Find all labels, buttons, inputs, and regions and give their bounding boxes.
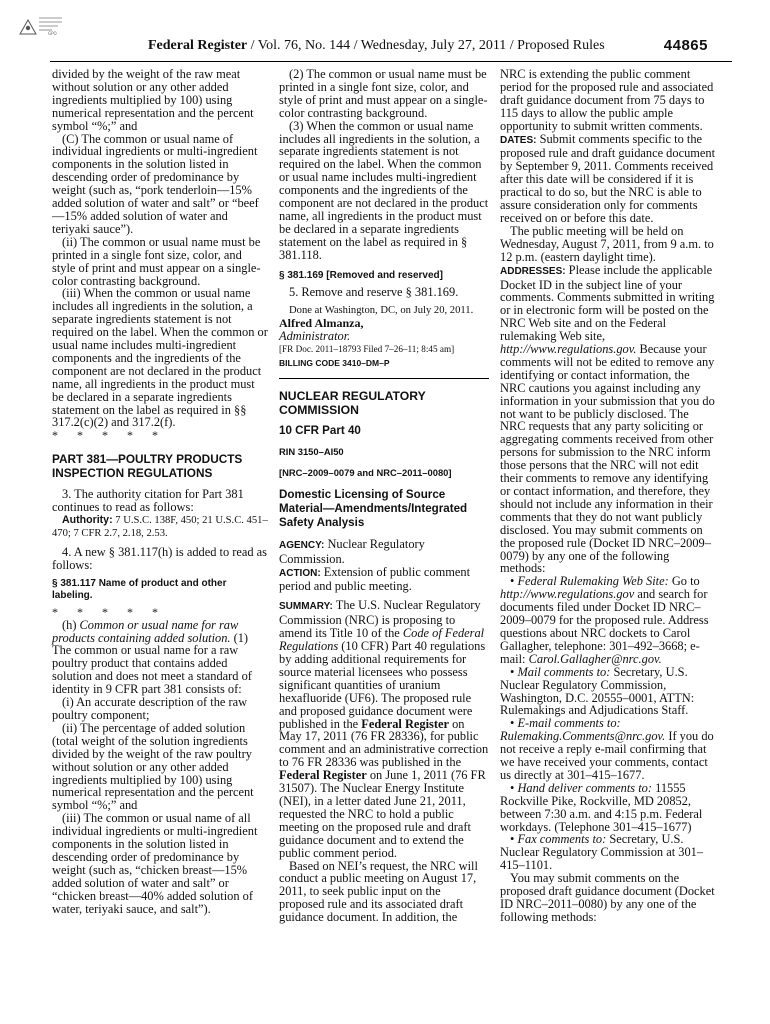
issue-info: / Vol. 76, No. 144 / Wednesday, July 27, 2011 / Proposed Rules: [247, 38, 605, 53]
method-label: Hand deliver comments to:: [517, 780, 652, 795]
agency-label: AGENCY:: [279, 539, 325, 551]
agency-heading: NUCLEAR REGULATORY COMMISSION: [279, 389, 426, 418]
method-fax: [500, 833, 716, 872]
addresses-text: Because your comments will not be edited to remove any identifying or contact information, the NRC cautions you against including any information in your submission that you do not want to be publicly disclosed. The NRC requests that any party soliciting or aggregating comments received from other persons for submission to the NRC inform those persons that the NRC will not edit their comments to remove any identifying or contact information, and therefore, they should not include any information in their comments that they do not want publicly disclosed. You may submit comments on the proposed rule (Docket ID NRC–2009–0079) by any one of the following methods:: [500, 342, 715, 576]
page-number: 44865: [663, 37, 708, 54]
method-label: Mail comments to:: [517, 664, 611, 679]
method-hand: [500, 782, 716, 834]
method-text: 11555 Rockville Pike, Rockville, MD 20852, between 7:30 a.m. and 4:15 p.m. Federal workdays. (Telephone 301–415–1677): [500, 780, 703, 834]
paragraph: (2) The common or usual name must be printed in a single font size, color, and style of print and must appear on a single-color contrasting background.: [279, 67, 488, 120]
method-text: Secretary, U.S. Nuclear Regulatory Commission at 301–415–1101.: [500, 832, 704, 873]
cfr-part: 10 CFR Part 40: [279, 424, 361, 438]
email-link[interactable]: Carol.Gallagher@nrc.gov.: [528, 651, 662, 666]
paragraph: 5. Remove and reserve § 381.169.: [289, 284, 459, 299]
paragraph: [52, 619, 268, 696]
rin: RIN 3150–AI50: [279, 445, 344, 457]
method-email: [500, 717, 716, 782]
federal-register-bold: Federal Register: [361, 716, 449, 731]
method-text: Secretary, U.S. Nuclear Regulatory Commission, Washington, D.C. 20555–0001, ATTN: Rulemakings and Adjudications Staff.: [500, 664, 695, 718]
regulations-link[interactable]: http://www.regulations.gov: [500, 587, 635, 602]
agency-text: Nuclear Regulatory Commission.: [279, 536, 425, 566]
action-line: [279, 566, 489, 594]
cfr-italic: Code of Federal Regulations: [279, 626, 485, 654]
column-1: [52, 68, 268, 915]
signer-title: Administrator.: [279, 328, 351, 343]
paragraph: divided by the weight of the raw meat without solution or any other added ingredients multiplied by 100) using numerical representation and the percent symbol “%;” and: [52, 67, 254, 133]
dates-label: DATES:: [500, 134, 537, 146]
bullet: •: [510, 780, 518, 795]
federal-register-bold: Federal Register: [279, 768, 367, 783]
authority-label: Authority:: [62, 514, 113, 527]
docket-ids: [NRC–2009–0079 and NRC–2011–0080]: [279, 466, 452, 478]
method-mail: [500, 666, 716, 718]
paragraph: (ii) The percentage of added solution (total weight of the solution ingredients divided by the weight of the raw poultry without solution or any other added ingredients multiplied by 100) using numerical representation and the percent symbol “%;” and: [52, 720, 254, 813]
svg-text:GPO: GPO: [48, 31, 57, 36]
summary-text: (10 CFR) Part 40 regulations by adding additional requirements for source material licensees who possess significant quantities of uranium hexafluoride (UF6). The proposed rule and proposed guidance document were published in the: [279, 639, 486, 731]
italic-heading: Common or usual name for raw products containing added solution.: [52, 617, 239, 645]
running-header: [0, 38, 770, 60]
authority-citation: [52, 514, 268, 540]
summary-text: on May 17, 2011 (76 FR 28336), for public comment and an administrative correction to 76 FR 28336 was published in the: [279, 716, 489, 770]
method-web: [500, 575, 716, 665]
ellipsis-stars: * * * * *: [52, 604, 158, 619]
header-title: [148, 38, 605, 54]
paragraph: You may submit comments on the proposed draft guidance document (Docket ID NRC–2011–0080) by any one of the following methods:: [500, 871, 715, 924]
section-heading: § 381.117 Name of product and other labeling.: [52, 577, 227, 601]
paragraph: Based on NEI’s request, the NRC will conduct a public meeting on August 17, 2011, to seek public input on the proposed rule and its associated draft guidance document. In addition, the: [279, 858, 478, 925]
action-label: ACTION:: [279, 567, 321, 579]
part-heading: PART 381—POULTRY PRODUCTS INSPECTION REGULATIONS: [52, 452, 243, 481]
section-heading: § 381.169 [Removed and reserved]: [279, 269, 443, 281]
method-label: Fax comments to:: [517, 832, 607, 847]
gpo-authenticated-logo: [18, 14, 64, 36]
action-text: Extension of public comment period and public meeting.: [279, 564, 471, 594]
paragraph: (C) The common or usual name of individual ingredients or multi-ingredient components in the solution listed in descending order of predominance by weight (such as, “pork tenderloin—15% added solution of water and salt” or “beef—15% added solution of water and teriyaki sauce”).: [52, 131, 259, 236]
authority-text: 7 U.S.C. 138F, 450; 21 U.S.C. 451–470; 7 CFR 2.7, 2.18, 2.53.: [52, 515, 268, 539]
method-label: Federal Rulemaking Web Site:: [517, 574, 669, 589]
summary-label: SUMMARY:: [279, 601, 333, 613]
dates: [500, 133, 716, 225]
para-text: (1) The common or usual name for a raw poultry product that contains added solution and does not meet a standard of identity in 9 CFR part 381 consists of:: [52, 630, 252, 697]
addresses-text: Please include the applicable Docket ID in the subject line of your comments. Comments submitted in writing or in electronic form will be posted on the NRC Web site and on the Federal rulemaking Web site,: [500, 262, 715, 344]
method-text: If you do not receive a reply e-mail confirming that we have received your comments, contact us directly at 301–415–1677.: [500, 729, 714, 782]
paragraph: NRC is extending the public comment period for the proposed rule and associated draft guidance document from 75 days to 115 days to allow the public ample opportunity to submit written comments.: [500, 67, 714, 133]
para-label: (h): [62, 617, 80, 632]
signing-date: Done at Washington, DC, on July 20, 2011.: [289, 304, 474, 316]
column-3: [500, 68, 716, 924]
bullet: •: [510, 832, 518, 847]
journal-name: Federal Register: [148, 38, 248, 53]
method-text: Go to: [668, 574, 700, 589]
paragraph: (iii) When the common or usual name includes all ingredients in the solution, a separate ingredients statement is not required on the label. When the common or usual name includes multi-ingredient components and the ingredients of the component are not declared in the product name, all ingredients in the product must be declared in a separate ingredients statement on the label as required in §§ 317.2(c)(2) and 317.2(f).: [52, 286, 268, 430]
method-text: and search for documents filed under Docket ID NRC–2009–0079 for the proposed rule. Address questions about NRC dockets to Carol Gallagher, telephone: 301–492–3668; e-mail:: [500, 587, 709, 666]
fr-doc: [FR Doc. 2011–18793 Filed 7–26–11; 8:45 am]: [279, 343, 455, 354]
agency-line: [279, 538, 489, 566]
bullet: •: [510, 574, 518, 589]
billing-code: BILLING CODE 3410–DM–P: [279, 358, 390, 369]
bullet: •: [510, 716, 518, 731]
bullet: •: [510, 664, 518, 679]
header-rule: [50, 61, 732, 62]
addresses: [500, 264, 716, 576]
document-title: Domestic Licensing of Source Material—Amendments/Integrated Safety Analysis: [279, 487, 468, 529]
paragraph: (i) An accurate description of the raw poultry component;: [52, 695, 248, 722]
summary: [279, 599, 489, 859]
addresses-label: ADDRESSES:: [500, 265, 566, 277]
paragraph: 3. The authority citation for Part 381 continues to read as follows:: [52, 487, 244, 515]
summary-text: on June 1, 2011 (76 FR 31507). The Nuclear Energy Institute (NEI), in a letter dated June 21, 2011, requested the NRC to hold a public meeting on the proposed rule and draft guidance document and to extend the public comment period.: [279, 768, 486, 860]
paragraph: (iii) The common or usual name of all individual ingredients or multi-ingredient components in the solution listed in descending order of predominance by weight (such as, “chicken breast—15% added solution of water and salt” or “chicken breast—40% added solution of water, teriyaki sauce, and salt”).: [52, 811, 258, 916]
paragraph: (ii) The common or usual name must be printed in a single font size, color, and style of print and must appear on a single-color contrasting background.: [52, 234, 261, 288]
paragraph: (3) When the common or usual name includes all ingredients in the solution, a separate ingredients statement is not required on the label. When the common or usual name includes multi-ingredient components and the ingredients of the component are not declared in the product name, all ingredients in the product must be declared in a separate ingredients statement on the label as required in § 381.118.: [279, 118, 489, 262]
paragraph: The public meeting will be held on Wednesday, August 7, 2011, from 9 a.m. to 12 p.m. (eastern daylight time).: [500, 223, 714, 264]
regulations-link[interactable]: http://www.regulations.gov.: [500, 342, 637, 357]
ellipsis-stars: * * * * *: [52, 428, 158, 443]
signer-name: Alfred Almanza,: [279, 315, 364, 330]
divider: [279, 378, 489, 379]
email-link[interactable]: E-mail comments to: Rulemaking.Comments@nrc.gov.: [500, 716, 666, 744]
column-2: [279, 68, 489, 924]
summary-text: The U.S. Nuclear Regulatory Commission (NRC) is proposing to amend its Title 10 of the: [279, 598, 481, 641]
dates-text: Submit comments specific to the proposed rule and draft guidance document by September 9, 2011. Comments received after this date will be considered if it is practical to do so, but the NRC is able to assure consideration only for comments received on or before this date.: [500, 131, 716, 225]
paragraph: 4. A new § 381.117(h) is added to read as follows:: [52, 544, 267, 572]
